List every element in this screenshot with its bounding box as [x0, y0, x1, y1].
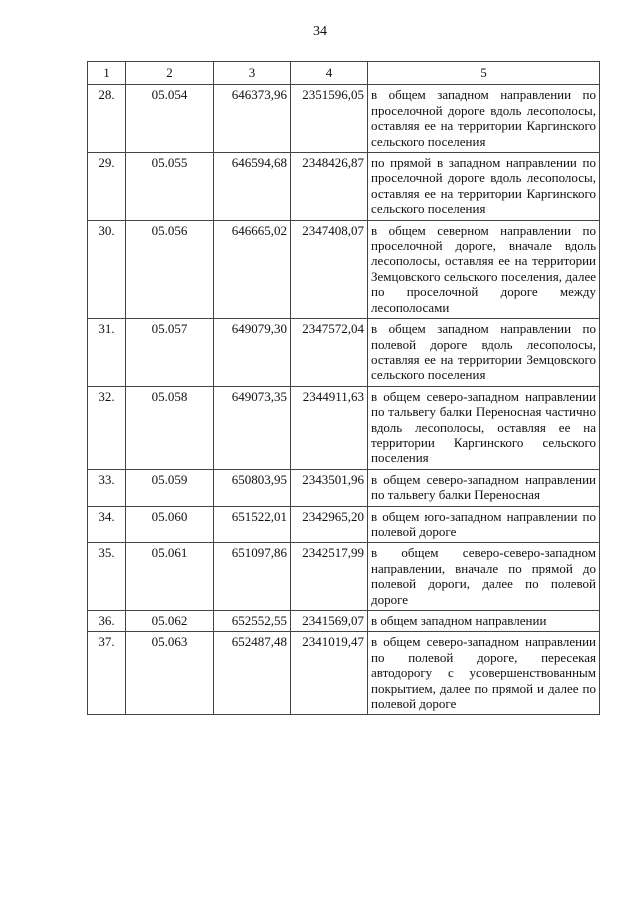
row-number: 31. [88, 319, 126, 387]
coordinate-y: 2341019,47 [291, 632, 368, 715]
coordinate-y: 2344911,63 [291, 386, 368, 469]
boundary-description: в общем западном направлении по полевой дороге вдоль лесополосы, оставляя ее на территории Земцовского сельского поселения [368, 319, 600, 387]
point-id: 05.054 [126, 85, 214, 153]
coordinate-y: 2347572,04 [291, 319, 368, 387]
point-id: 05.063 [126, 632, 214, 715]
table-row [88, 85, 600, 153]
coordinate-x: 646594,68 [214, 153, 291, 221]
point-id: 05.055 [126, 153, 214, 221]
boundary-points-table [87, 61, 600, 715]
coordinate-y: 2351596,05 [291, 85, 368, 153]
boundary-description: в общем северо-западном направлении по тальвегу балки Переносная [368, 469, 600, 506]
coordinate-y: 2348426,87 [291, 153, 368, 221]
table-row [88, 506, 600, 543]
boundary-description: в общем северо-западном направлении по тальвегу балки Переносная частично вдоль лесополосы, оставляя ее на территории Каргинского сельского поселения [368, 386, 600, 469]
coordinate-y: 2342965,20 [291, 506, 368, 543]
row-number: 35. [88, 543, 126, 611]
point-id: 05.060 [126, 506, 214, 543]
table-row [88, 153, 600, 221]
column-header: 5 [368, 62, 600, 85]
boundary-description: в общем северном направлении по проселочной дороге, вначале вдоль лесополосы, оставляя ее на территории Земцовского сельского поселения, далее по проселочной дороге между лесополосами [368, 220, 600, 318]
coordinate-y: 2343501,96 [291, 469, 368, 506]
coordinate-x: 652487,48 [214, 632, 291, 715]
coordinate-y: 2342517,99 [291, 543, 368, 611]
boundary-description: в общем северо-северо-западном направлении, вначале по прямой до полевой дороги, далее по полевой дороге [368, 543, 600, 611]
coordinate-x: 649079,30 [214, 319, 291, 387]
point-id: 05.062 [126, 611, 214, 632]
row-number: 29. [88, 153, 126, 221]
point-id: 05.061 [126, 543, 214, 611]
boundary-description: в общем западном направлении [368, 611, 600, 632]
column-header: 3 [214, 62, 291, 85]
page-number: 34 [313, 24, 327, 39]
coordinate-x: 652552,55 [214, 611, 291, 632]
table-row [88, 319, 600, 387]
point-id: 05.056 [126, 220, 214, 318]
coordinate-y: 2341569,07 [291, 611, 368, 632]
row-number: 32. [88, 386, 126, 469]
boundary-description: в общем западном направлении по проселочной дороге вдоль лесополосы, оставляя ее на территории Каргинского сельского поселения [368, 85, 600, 153]
column-header: 4 [291, 62, 368, 85]
table-row [88, 469, 600, 506]
table-row [88, 220, 600, 318]
point-id: 05.059 [126, 469, 214, 506]
row-number: 33. [88, 469, 126, 506]
table-row [88, 543, 600, 611]
row-number: 30. [88, 220, 126, 318]
table-row [88, 386, 600, 469]
coordinate-x: 651522,01 [214, 506, 291, 543]
coordinate-x: 646373,96 [214, 85, 291, 153]
row-number: 28. [88, 85, 126, 153]
boundary-description: в общем северо-западном направлении по полевой дороге, пересекая автодорогу с усовершенствованным покрытием, далее по прямой и далее по полевой дороге [368, 632, 600, 715]
header-row [88, 62, 600, 85]
point-id: 05.057 [126, 319, 214, 387]
coordinate-y: 2347408,07 [291, 220, 368, 318]
table-row [88, 611, 600, 632]
table-row [88, 632, 600, 715]
point-id: 05.058 [126, 386, 214, 469]
coordinate-x: 646665,02 [214, 220, 291, 318]
coordinate-x: 651097,86 [214, 543, 291, 611]
row-number: 36. [88, 611, 126, 632]
row-number: 37. [88, 632, 126, 715]
coordinate-x: 649073,35 [214, 386, 291, 469]
boundary-description: по прямой в западном направлении по проселочной дороге вдоль лесополосы, оставляя ее на территории Каргинского сельского поселения [368, 153, 600, 221]
coordinate-x: 650803,95 [214, 469, 291, 506]
boundary-description: в общем юго-западном направлении по полевой дороге [368, 506, 600, 543]
column-header: 2 [126, 62, 214, 85]
row-number: 34. [88, 506, 126, 543]
column-header: 1 [88, 62, 126, 85]
